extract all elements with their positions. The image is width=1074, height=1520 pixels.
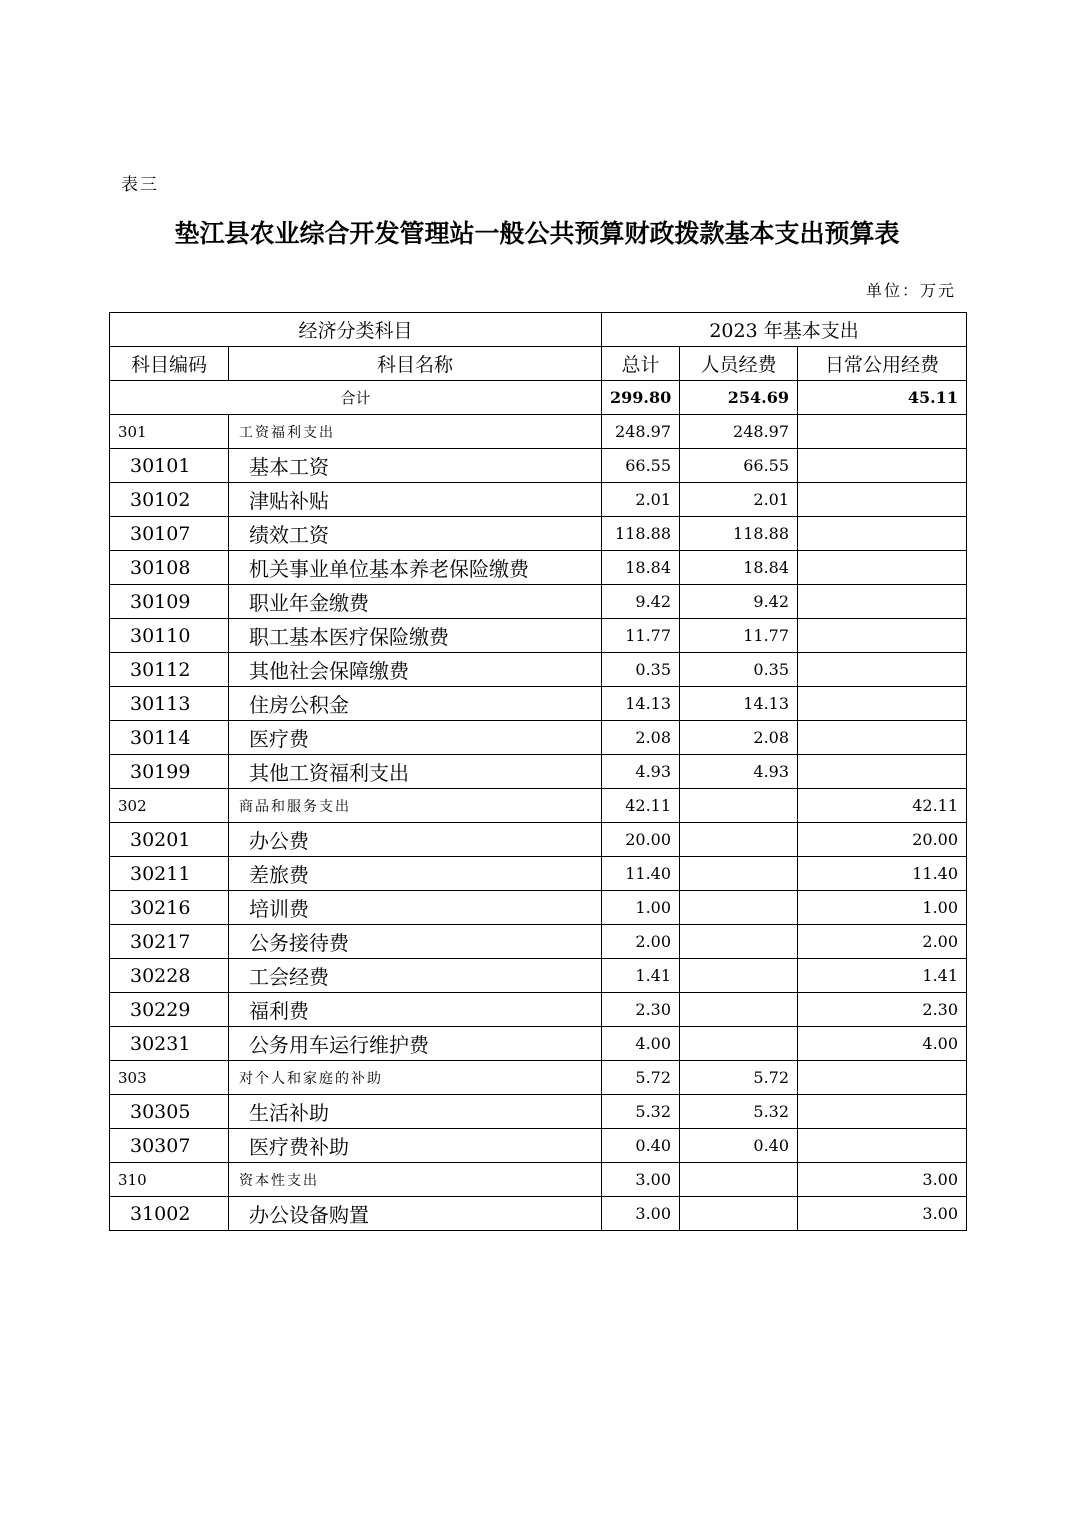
- cell-personnel: 0.40: [680, 1129, 798, 1163]
- cell-personnel: [680, 925, 798, 959]
- total-label: 合计: [110, 381, 602, 415]
- cell-name: 培训费: [229, 891, 602, 925]
- cell-personnel: 2.08: [680, 721, 798, 755]
- cell-public: [798, 449, 967, 483]
- cell-code: 30199: [110, 755, 229, 789]
- category-row: [110, 1163, 967, 1197]
- document-title: 垫江县农业综合开发管理站一般公共预算财政拨款基本支出预算表: [174, 219, 900, 248]
- category-row: [110, 415, 967, 449]
- cell-name: 资本性支出: [229, 1163, 602, 1197]
- cell-name: 住房公积金: [229, 687, 602, 721]
- cell-total: 42.11: [602, 789, 680, 823]
- cell-code: 30107: [110, 517, 229, 551]
- budget-table: [109, 312, 967, 1231]
- cell-total: 1.41: [602, 959, 680, 993]
- table-row: [110, 925, 967, 959]
- cell-total: 2.08: [602, 721, 680, 755]
- header-code: 科目编码: [110, 347, 229, 381]
- cell-name: 对个人和家庭的补助: [229, 1061, 602, 1095]
- table-row: [110, 755, 967, 789]
- cell-total: 9.42: [602, 585, 680, 619]
- cell-personnel: 11.77: [680, 619, 798, 653]
- cell-personnel: [680, 823, 798, 857]
- cell-code: 30109: [110, 585, 229, 619]
- cell-total: 11.40: [602, 857, 680, 891]
- cell-personnel: 66.55: [680, 449, 798, 483]
- header-public: 日常公用经费: [798, 347, 967, 381]
- cell-public: [798, 619, 967, 653]
- cell-total: 14.13: [602, 687, 680, 721]
- cell-code: 30102: [110, 483, 229, 517]
- table-row: [110, 1095, 967, 1129]
- cell-public: [798, 1095, 967, 1129]
- cell-code: 30201: [110, 823, 229, 857]
- cell-personnel: 5.72: [680, 1061, 798, 1095]
- cell-public: [798, 517, 967, 551]
- cell-total: 248.97: [602, 415, 680, 449]
- cell-total: 3.00: [602, 1163, 680, 1197]
- header-basic-expenditure-2023: 2023 年基本支出: [602, 313, 967, 347]
- header-total: 总计: [602, 347, 680, 381]
- cell-name: 职业年金缴费: [229, 585, 602, 619]
- cell-total: 118.88: [602, 517, 680, 551]
- category-row: [110, 789, 967, 823]
- cell-name: 生活补助: [229, 1095, 602, 1129]
- cell-public: [798, 551, 967, 585]
- table-row: [110, 517, 967, 551]
- cell-code: 30108: [110, 551, 229, 585]
- cell-name: 商品和服务支出: [229, 789, 602, 823]
- cell-code: 30112: [110, 653, 229, 687]
- total-row: [110, 381, 967, 415]
- total-total: 299.80: [602, 381, 680, 415]
- header-row-group: [110, 313, 967, 347]
- cell-total: 2.01: [602, 483, 680, 517]
- cell-public: 3.00: [798, 1197, 967, 1231]
- cell-code: 303: [110, 1061, 229, 1095]
- cell-personnel: 4.93: [680, 755, 798, 789]
- cell-total: 3.00: [602, 1197, 680, 1231]
- table-row: [110, 1027, 967, 1061]
- cell-personnel: [680, 857, 798, 891]
- cell-code: 30101: [110, 449, 229, 483]
- cell-total: 4.93: [602, 755, 680, 789]
- cell-personnel: 9.42: [680, 585, 798, 619]
- table-row: [110, 1129, 967, 1163]
- cell-total: 1.00: [602, 891, 680, 925]
- cell-personnel: [680, 993, 798, 1027]
- cell-personnel: 2.01: [680, 483, 798, 517]
- table-row: [110, 823, 967, 857]
- cell-personnel: 0.35: [680, 653, 798, 687]
- cell-code: 30114: [110, 721, 229, 755]
- cell-total: 0.40: [602, 1129, 680, 1163]
- cell-total: 20.00: [602, 823, 680, 857]
- header-name: 科目名称: [229, 347, 602, 381]
- cell-name: 办公费: [229, 823, 602, 857]
- cell-name: 其他工资福利支出: [229, 755, 602, 789]
- cell-public: [798, 585, 967, 619]
- cell-personnel: [680, 1197, 798, 1231]
- cell-public: 3.00: [798, 1163, 967, 1197]
- table-row: [110, 687, 967, 721]
- cell-total: 2.00: [602, 925, 680, 959]
- cell-public: 2.30: [798, 993, 967, 1027]
- cell-total: 18.84: [602, 551, 680, 585]
- cell-name: 职工基本医疗保险缴费: [229, 619, 602, 653]
- cell-personnel: [680, 959, 798, 993]
- cell-code: 30305: [110, 1095, 229, 1129]
- cell-name: 机关事业单位基本养老保险缴费: [229, 551, 602, 585]
- table-row: [110, 551, 967, 585]
- cell-code: 301: [110, 415, 229, 449]
- header-economic-classification: 经济分类科目: [110, 313, 602, 347]
- cell-code: 30229: [110, 993, 229, 1027]
- cell-public: [798, 653, 967, 687]
- cell-name: 医疗费补助: [229, 1129, 602, 1163]
- cell-name: 工资福利支出: [229, 415, 602, 449]
- cell-public: [798, 1129, 967, 1163]
- cell-code: 31002: [110, 1197, 229, 1231]
- cell-personnel: 18.84: [680, 551, 798, 585]
- table-row: [110, 483, 967, 517]
- table-row: [110, 993, 967, 1027]
- cell-code: 30216: [110, 891, 229, 925]
- cell-personnel: [680, 789, 798, 823]
- cell-personnel: 248.97: [680, 415, 798, 449]
- table-row: [110, 653, 967, 687]
- table-row: [110, 585, 967, 619]
- cell-code: 30217: [110, 925, 229, 959]
- cell-public: [798, 687, 967, 721]
- table-label: 表三: [121, 175, 159, 195]
- cell-public: 20.00: [798, 823, 967, 857]
- cell-public: 4.00: [798, 1027, 967, 1061]
- cell-public: [798, 483, 967, 517]
- cell-public: [798, 721, 967, 755]
- cell-name: 公务用车运行维护费: [229, 1027, 602, 1061]
- cell-total: 66.55: [602, 449, 680, 483]
- cell-personnel: 118.88: [680, 517, 798, 551]
- cell-public: 11.40: [798, 857, 967, 891]
- cell-public: [798, 1061, 967, 1095]
- cell-name: 福利费: [229, 993, 602, 1027]
- cell-name: 差旅费: [229, 857, 602, 891]
- cell-name: 公务接待费: [229, 925, 602, 959]
- cell-name: 基本工资: [229, 449, 602, 483]
- table-row: [110, 891, 967, 925]
- cell-total: 11.77: [602, 619, 680, 653]
- unit-label: 单位：万元: [865, 281, 956, 300]
- cell-total: 5.72: [602, 1061, 680, 1095]
- cell-personnel: [680, 1163, 798, 1197]
- category-row: [110, 1061, 967, 1095]
- cell-total: 0.35: [602, 653, 680, 687]
- cell-public: [798, 415, 967, 449]
- cell-code: 30113: [110, 687, 229, 721]
- cell-code: 30110: [110, 619, 229, 653]
- table-row: [110, 619, 967, 653]
- cell-public: 42.11: [798, 789, 967, 823]
- cell-name: 办公设备购置: [229, 1197, 602, 1231]
- cell-total: 2.30: [602, 993, 680, 1027]
- cell-total: 4.00: [602, 1027, 680, 1061]
- table-row: [110, 959, 967, 993]
- cell-code: 302: [110, 789, 229, 823]
- cell-name: 其他社会保障缴费: [229, 653, 602, 687]
- cell-personnel: 5.32: [680, 1095, 798, 1129]
- cell-personnel: [680, 891, 798, 925]
- table-row: [110, 721, 967, 755]
- table-row: [110, 857, 967, 891]
- cell-code: 30211: [110, 857, 229, 891]
- cell-name: 工会经费: [229, 959, 602, 993]
- cell-code: 30231: [110, 1027, 229, 1061]
- cell-personnel: 14.13: [680, 687, 798, 721]
- total-personnel: 254.69: [680, 381, 798, 415]
- cell-public: 2.00: [798, 925, 967, 959]
- cell-personnel: [680, 1027, 798, 1061]
- cell-total: 5.32: [602, 1095, 680, 1129]
- cell-code: 30228: [110, 959, 229, 993]
- table-row: [110, 449, 967, 483]
- cell-public: 1.41: [798, 959, 967, 993]
- cell-public: [798, 755, 967, 789]
- budget-table-body: [110, 313, 967, 1231]
- cell-name: 医疗费: [229, 721, 602, 755]
- header-personnel: 人员经费: [680, 347, 798, 381]
- cell-code: 30307: [110, 1129, 229, 1163]
- table-row: [110, 1197, 967, 1231]
- cell-public: 1.00: [798, 891, 967, 925]
- total-public: 45.11: [798, 381, 967, 415]
- cell-name: 津贴补贴: [229, 483, 602, 517]
- cell-name: 绩效工资: [229, 517, 602, 551]
- header-row-columns: [110, 347, 967, 381]
- cell-code: 310: [110, 1163, 229, 1197]
